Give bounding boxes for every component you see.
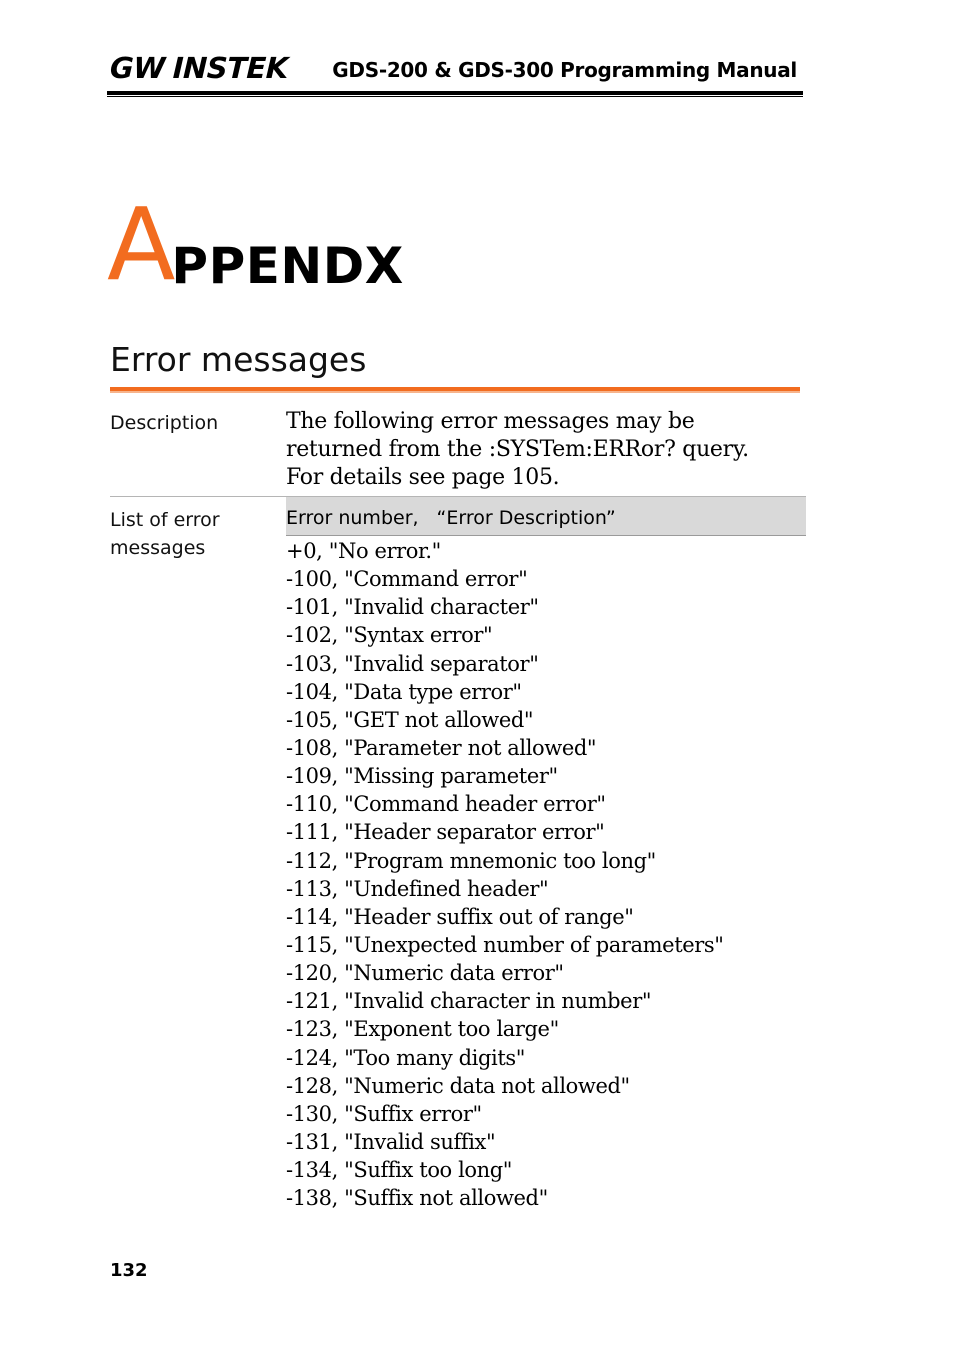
list-item: -123, "Exponent too large": [286, 1017, 559, 1042]
list-item: -134, "Suffix too long": [286, 1158, 513, 1183]
section-title: Error messages: [110, 340, 367, 379]
header-error-number: Error number,: [286, 507, 419, 529]
description-label: Description: [110, 412, 219, 434]
list-item: -105, "GET not allowed": [286, 707, 534, 732]
chapter-title: [107, 185, 404, 303]
list-item: -111, "Header separator error": [286, 820, 605, 845]
list-item: -124, "Too many digits": [286, 1045, 526, 1070]
list-item: -103, "Invalid separator": [286, 651, 539, 676]
logo-instek: INSTEK: [172, 51, 289, 85]
error-list-label: List of error messages: [110, 509, 220, 559]
list-item: -113, "Undefined header": [286, 876, 549, 901]
list-item: -114, "Header suffix out of range": [286, 904, 634, 929]
logo-gw: GW: [109, 51, 166, 85]
list-item: -108, "Parameter not allowed": [286, 735, 597, 760]
error-table-header: [286, 497, 806, 536]
section-rule-shadow: [110, 391, 800, 393]
error-list: [286, 537, 724, 1212]
header-rule: [107, 91, 803, 95]
brand-logo: [109, 52, 288, 84]
list-item: -109, "Missing parameter": [286, 764, 558, 789]
list-item: -102, "Syntax error": [286, 623, 493, 648]
list-item: -101, "Invalid character": [286, 595, 539, 620]
list-item: +0, "No error.": [286, 539, 441, 563]
list-item: -100, "Command error": [286, 567, 528, 592]
description-text: The following error messages may be returned from the :SYSTem:ERRor? query. For details see page 105.: [286, 409, 749, 490]
list-item: -130, "Suffix error": [286, 1101, 482, 1126]
header-error-description: “Error Description”: [436, 507, 616, 529]
chapter-initial: A: [107, 186, 176, 303]
list-item: -138, "Suffix not allowed": [286, 1186, 548, 1211]
list-item: -131, "Invalid suffix": [286, 1129, 496, 1154]
header-rule-thin: [107, 96, 803, 97]
list-item: -120, "Numeric data error": [286, 961, 564, 986]
chapter-rest: PPENDX: [171, 237, 404, 295]
list-item: -121, "Invalid character in number": [286, 989, 652, 1014]
list-item: -112, "Program mnemonic too long": [286, 848, 656, 873]
list-item: -110, "Command header error": [286, 792, 606, 817]
page-number: 132: [110, 1260, 148, 1281]
list-item: -115, "Unexpected number of parameters": [286, 932, 724, 957]
list-item: -128, "Numeric data not allowed": [286, 1073, 630, 1098]
manual-title: GDS-200 & GDS-300 Programming Manual: [332, 58, 797, 82]
list-item: -104, "Data type error": [286, 679, 522, 704]
